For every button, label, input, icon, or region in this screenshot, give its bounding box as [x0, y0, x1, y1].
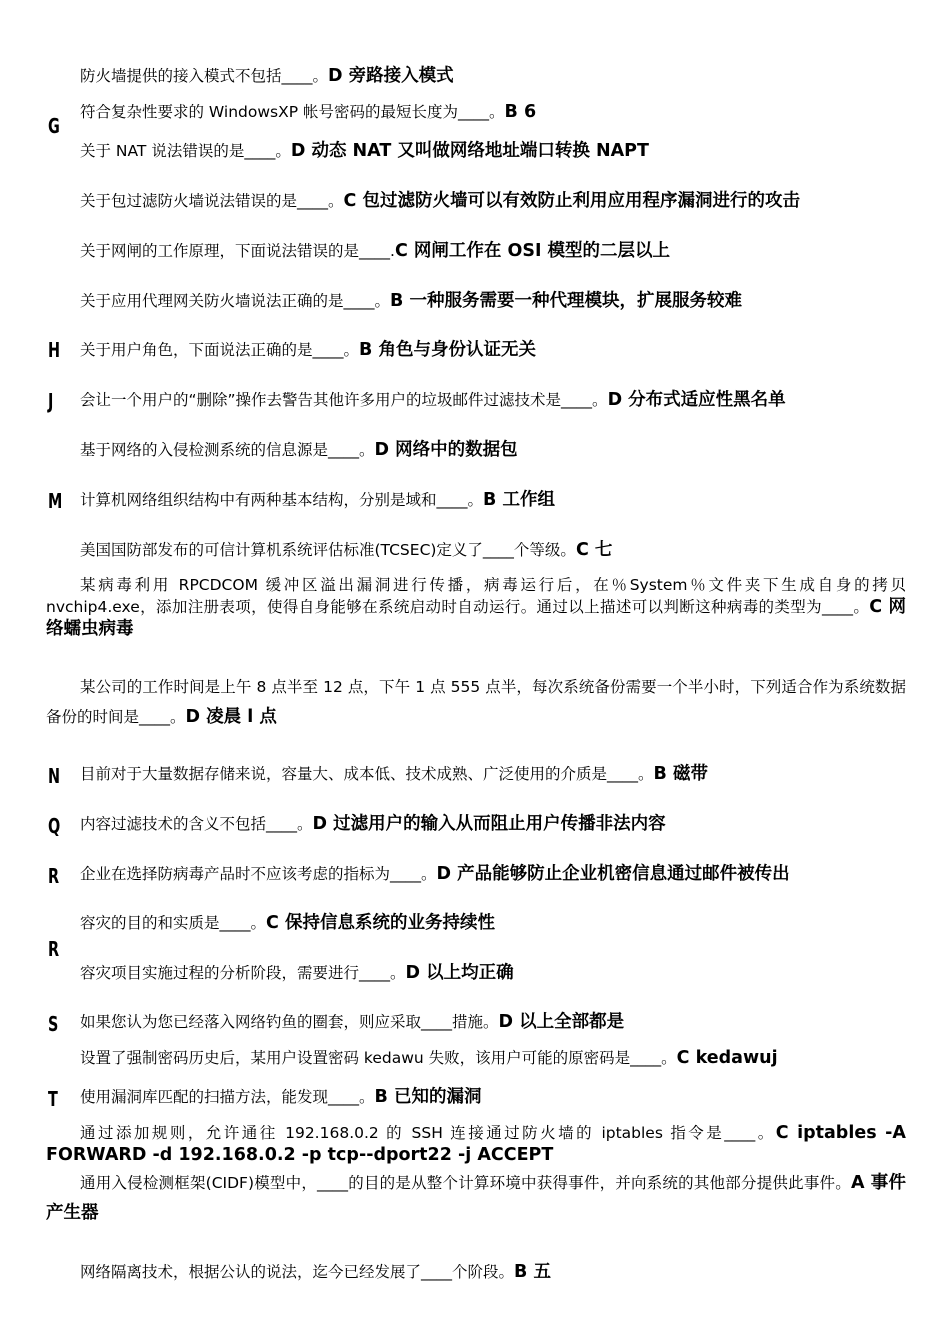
- question-item: 计算机网络组织结构中有两种基本结构，分别是域和____。B 工作组: [80, 490, 555, 510]
- question-item: 符合复杂性要求的 WindowsXP 帐号密码的最短长度为____。B 6: [80, 102, 537, 122]
- question-item: 关于包过滤防火墙说法错误的是____。C 包过滤防火墙可以有效防止利用应用程序漏洞进行的攻击: [80, 191, 800, 211]
- answer: D 以上均正确: [405, 963, 514, 983]
- question-item: 基于网络的入侵检测系统的信息源是____。D 网络中的数据包: [80, 440, 518, 460]
- answer: C kedawuj: [676, 1048, 778, 1068]
- answer: B 磁带: [653, 764, 708, 784]
- question-paragraph: 通用入侵检测框架(CIDF)模型中，____的目的是从整个计算环境中获得事件，并向系统的其他部分提供此事件。A 事件产生器: [46, 1173, 907, 1223]
- question-item: 目前对于大量数据存储来说，容量大、成本低、技术成熟、广泛使用的介质是____。B 磁带: [80, 764, 708, 784]
- answer: B 五: [514, 1262, 551, 1282]
- question-item: 容灾的目的和实质是____。C 保持信息系统的业务持续性: [80, 913, 495, 933]
- question-item: 关于应用代理网关防火墙说法正确的是____。B 一种服务需要一种代理模块，扩展服务较难: [80, 291, 742, 311]
- answer: D 过滤用户的输入从而阻止用户传播非法内容: [312, 814, 666, 834]
- section-letter-r: R: [48, 864, 60, 888]
- answer: B 已知的漏洞: [374, 1087, 482, 1107]
- answer: C iptables -A FORWARD -d 192.168.0.2 -p tcp--dport22 -j ACCEPT: [46, 1123, 906, 1165]
- question-paragraph: 某公司的工作时间是上午 8 点半至 12 点，下午 1 点 555 点半，每次系统备份需要一个半小时，下列适合作为系统数据备份的时间是____。D 凌晨 l 点: [46, 678, 906, 727]
- answer: B 角色与身份认证无关: [359, 340, 536, 360]
- answer: C 网络蠕虫病毒: [46, 597, 906, 639]
- section-letter-t: T: [48, 1087, 58, 1111]
- answer: D 以上全部都是: [498, 1012, 625, 1032]
- question-item: 关于 NAT 说法错误的是____。D 动态 NAT 又叫做网络地址端口转换 NAPT: [80, 141, 649, 161]
- section-letter-q: Q: [48, 814, 61, 838]
- question-item: 美国国防部发布的可信计算机系统评估标准(TCSEC)定义了____个等级。C 七: [80, 540, 613, 560]
- answer: C 网闸工作在 OSI 模型的二层以上: [394, 241, 671, 261]
- question-item: 容灾项目实施过程的分析阶段，需要进行____。D 以上均正确: [80, 963, 514, 983]
- section-letter-n: N: [48, 764, 61, 788]
- question-paragraph: 通过添加规则，允许通往 192.168.0.2 的 SSH 连接通过防火墙的 iptables 指令是____。C iptables -A FORWARD -d 192.168.0.2 -p tcp--dport22 -j ACCEPT: [46, 1123, 906, 1165]
- question-item: 会让一个用户的“删除”操作去警告其他许多用户的垃圾邮件过滤技术是____。D 分布式适应性黑名单: [80, 390, 786, 410]
- section-letter-g: G: [48, 114, 60, 138]
- section-letter-m: M: [48, 489, 63, 513]
- answer: C 包过滤防火墙可以有效防止利用应用程序漏洞进行的攻击: [343, 191, 800, 211]
- question-item: 关于用户角色，下面说法正确的是____。B 角色与身份认证无关: [80, 340, 536, 360]
- question-item: 内容过滤技术的含义不包括____。D 过滤用户的输入从而阻止用户传播非法内容: [80, 814, 666, 834]
- answer: B 一种服务需要一种代理模块，扩展服务较难: [390, 291, 742, 311]
- question-item: 关于网闸的工作原理，下面说法错误的是____.C 网闸工作在 OSI 模型的二层以上: [80, 241, 671, 261]
- answer: C 保持信息系统的业务持续性: [266, 913, 495, 933]
- question-paragraph: 某病毒利用 RPCDCOM 缓冲区溢出漏洞进行传播，病毒运行后，在％System％文件夹下生成自身的拷贝 nvchip4.exe，添加注册表项，使得自身能够在系统启动时自动运行。通过以上描述可以判断这种病毒的类型为____。C 网络蠕虫病毒: [46, 576, 906, 639]
- question-item: 防火墙提供的接入模式不包括____。D 旁路接入模式: [80, 66, 454, 86]
- section-letter-h: H: [48, 338, 61, 362]
- answer: A 事件产生器: [46, 1173, 907, 1223]
- section-letter-r-2: R: [48, 937, 60, 961]
- question-item: 如果您认为您已经落入网络钓鱼的圈套，则应采取____措施。D 以上全部都是: [80, 1012, 625, 1032]
- answer: D 动态 NAT 又叫做网络地址端口转换 NAPT: [290, 141, 649, 161]
- answer: B 工作组: [483, 490, 555, 510]
- section-letter-s: S: [48, 1012, 59, 1036]
- answer: D 产品能够防止企业机密信息通过邮件被传出: [436, 864, 790, 884]
- answer: C 七: [575, 540, 613, 560]
- section-letter-j: J: [48, 389, 54, 413]
- question-item: 企业在选择防病毒产品时不应该考虑的指标为____。D 产品能够防止企业机密信息通过邮件被传出: [80, 864, 790, 884]
- answer: D 凌晨 l 点: [185, 707, 277, 727]
- question-item: 网络隔离技术，根据公认的说法，迄今已经发展了____个阶段。B 五: [80, 1262, 551, 1282]
- answer: D 旁路接入模式: [328, 66, 454, 86]
- question-item: 使用漏洞库匹配的扫描方法，能发现____。B 已知的漏洞: [80, 1087, 482, 1107]
- answer: D 分布式适应性黑名单: [607, 390, 786, 410]
- question-item: 设置了强制密码历史后，某用户设置密码 kedawu 失败，该用户可能的原密码是____。C kedawuj: [80, 1048, 778, 1068]
- answer: D 网络中的数据包: [374, 440, 518, 460]
- answer: B 6: [504, 102, 537, 122]
